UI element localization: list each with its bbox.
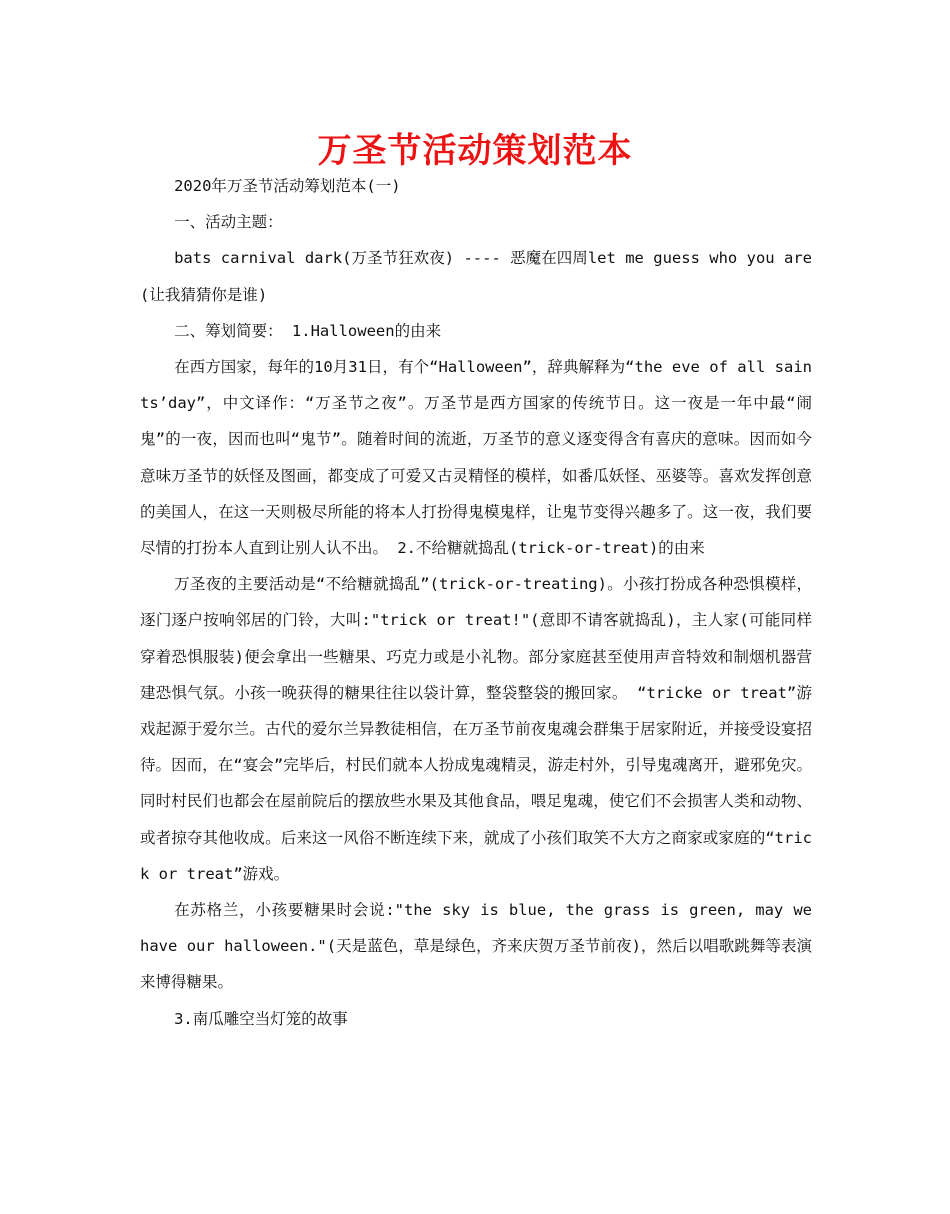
document-body [140,168,812,1037]
document-title: 万圣节活动策划范本 [317,131,633,171]
paragraph-subtitle: 2020年万圣节活动筹划范本(一) [174,177,401,195]
paragraph-theme: bats carnival dark(万圣节狂欢夜) ---- 恶魔在四周let me guess who you are(让我猜猜你是谁) [140,249,812,304]
paragraph-trick-or-treat: 万圣夜的主要活动是“不给糖就捣乱”(trick-or-treating)。小孩打扮成各种恐惧模样，逐门逐户按响邻居的门铃，大叫:"trick or treat!"(意即不请客就捣乱)，主人家(可能同样穿着恐惧服装)便会拿出一些糖果、巧克力或是小礼物。部分家庭甚至使用声音特效和制烟机器营建恐惧气氛。小孩一晚获得的糖果往往以袋计算，整袋整袋的搬回家。 “tricke or treat”游戏起源于爱尔兰。古代的爱尔兰异教徒相信，在万圣节前夜鬼魂会群集于居家附近，并接受设宴招待。因而，在“宴会”完毕后，村民们就本人扮成鬼魂精灵，游走村外，引导鬼魂离开，避邪免灾。同时村民们也都会在屋前院后的摆放些水果及其他食品，喂足鬼魂，使它们不会损害人类和动物、或者掠夺其他收成。后来这一风俗不断连续下来，就成了小孩们取笑不大方之商家或家庭的“trick or treat”游戏。 [140,575,812,883]
paragraph-scotland: 在苏格兰，小孩要糖果时会说:"the sky is blue, the grass is green, may we have our halloween."(天是蓝色，草是绿色，齐来庆贺万圣节前夜)，然后以唱歌跳舞等表演来博得糖果。 [140,901,812,992]
paragraph-heading-summary: 二、筹划简要： 1.Halloween的由来 [174,321,442,340]
paragraph-pumpkin-heading: 3.南瓜雕空当灯笼的故事 [174,1009,348,1028]
paragraph-halloween-origin: 在西方国家，每年的10月31日，有个“Halloween”，辞典解释为“the eve of all saints’day”，中文译作：“万圣节之夜”。万圣节是西方国家的传统节日。这一夜是一年中最“闹鬼”的一夜，因而也叫“鬼节”。随着时间的流逝，万圣节的意义逐变得含有喜庆的意味。因而如今意味万圣节的妖怪及图画，都变成了可爱又古灵精怪的模样，如番瓜妖怪、巫婆等。喜欢发挥创意的美国人，在这一天则极尽所能的将本人打扮得鬼模鬼样，让鬼节变得兴趣多了。这一夜，我们要尽情的打扮本人直到让别人认不出。 2.不给糖就捣乱(trick-or-treat)的由来 [140,358,812,558]
paragraph-heading-theme: 一、活动主题： [174,213,283,232]
